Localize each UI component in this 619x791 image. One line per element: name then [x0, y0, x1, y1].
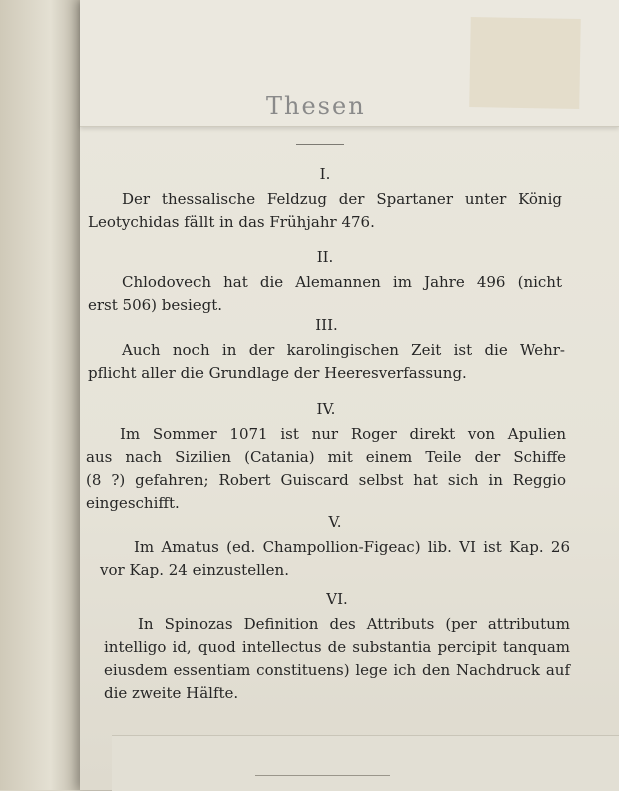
thesis-numeral: VI. — [326, 590, 348, 608]
thesis-numeral: II. — [316, 248, 334, 266]
thesis-1 — [88, 165, 562, 234]
thesis-numeral: V. — [328, 513, 342, 531]
thesis-6 — [104, 590, 570, 705]
thesis-line: (8 ?) gefahren; Robert Guiscard selbst hat sich in Reggio — [86, 471, 566, 489]
thesis-4 — [86, 400, 566, 515]
thesis-line: Im Sommer 1071 ist nur Roger direkt von Apulien — [120, 425, 566, 443]
thesis-line: pflicht aller die Grundlage der Heeresverfassung. — [88, 364, 467, 382]
tape-strip — [469, 17, 581, 109]
thesis-numeral: III. — [315, 316, 338, 334]
title-rule — [296, 144, 344, 145]
thesis-numeral: I. — [319, 165, 331, 183]
thesis-line: vor Kap. 24 einzustellen. — [100, 561, 289, 579]
bottom-paper-slip — [112, 735, 619, 791]
thesis-line: aus nach Sizilien (Catania) mit einem Teile der Schiffe — [86, 448, 566, 466]
thesis-line: Im Amatus (ed. Champollion-Figeac) lib. VI ist Kap. 26 — [134, 538, 570, 556]
thesis-line: intelligo id, quod intellectus de substantia percipit tanquam — [104, 638, 570, 656]
bottom-rule — [255, 775, 390, 776]
thesis-line: Auch noch in der karolingischen Zeit ist die Wehr- — [122, 341, 565, 359]
thesis-3 — [88, 316, 565, 385]
page-title: Thesen — [266, 92, 366, 120]
thesis-5 — [100, 513, 570, 582]
thesis-line: eiusdem essentiam constituens) lege ich den Nachdruck auf — [104, 661, 570, 679]
thesis-line: erst 506) besiegt. — [88, 296, 223, 314]
thesis-line: Der thessalische Feldzug der Spartaner unter König — [122, 190, 562, 208]
thesis-numeral: IV. — [316, 400, 336, 418]
thesis-line: eingeschifft. — [86, 494, 180, 512]
book-gutter — [0, 0, 92, 790]
thesis-line: die zweite Hälfte. — [104, 684, 239, 702]
thesis-line: Chlodovech hat die Alemannen im Jahre 496 (nicht — [122, 273, 562, 291]
thesis-2 — [88, 248, 562, 317]
thesis-line: Leotychidas fällt in das Frühjahr 476. — [88, 213, 375, 231]
thesis-line: In Spinozas Definition des Attributs (per attributum — [138, 615, 570, 633]
